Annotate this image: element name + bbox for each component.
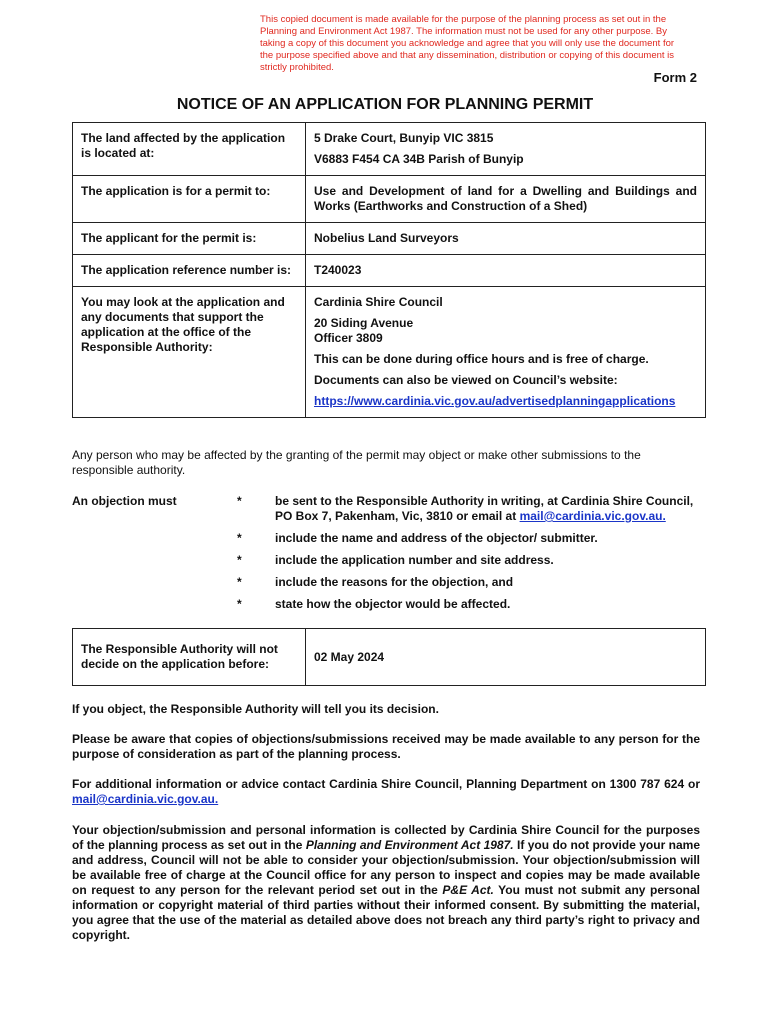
- affected-paragraph: Any person who may be affected by the granting of the permit may object or make other submissions to the responsible authority.: [72, 448, 641, 477]
- decide-date: 02 May 2024: [306, 629, 706, 686]
- council-town: Officer 3809: [314, 331, 383, 345]
- form-label: Form 2: [653, 70, 697, 85]
- reference-label: The application reference number is:: [73, 255, 306, 287]
- land-value: [306, 123, 706, 176]
- website-text: Documents can also be viewed on Council’s website:: [314, 373, 618, 387]
- copyright-disclaimer: This copied document is made available for the purpose of the planning process as set out in the Planning and Environment Act 1987. The information must not be used for any other purpose. By taking a copy of this document you acknowledge and agree that you will only use the document for the purpose specified above and that any dissemination, distribution or copying of this document is strictly prohibited.: [260, 14, 675, 73]
- objection-item-3: include the application number and site address.: [275, 553, 554, 567]
- table-row-permit: [73, 176, 706, 223]
- permit-label: The application is for a permit to:: [73, 176, 306, 223]
- list-item: [72, 575, 706, 590]
- table-row-reference: [73, 255, 706, 287]
- email-link[interactable]: mail@cardinia.vic.gov.au.: [519, 509, 666, 523]
- list-item: [72, 597, 706, 612]
- office-hours-text: This can be done during office hours and is free of charge.: [314, 352, 649, 366]
- council-name: Cardinia Shire Council: [314, 295, 443, 309]
- objection-item-2: include the name and address of the objector/ submitter.: [275, 531, 598, 545]
- table-row-inspect: [73, 287, 706, 418]
- website-link[interactable]: https://www.cardinia.vic.gov.au/advertisedplanningapplications: [314, 394, 676, 408]
- decide-label: The Responsible Authority will not decide on the application before:: [73, 629, 306, 686]
- permit-value: Use and Development of land for a Dwelling and Buildings and Works (Earthworks and Construction of a Shed): [306, 176, 706, 223]
- act-title: Planning and Environment Act 1987.: [305, 838, 514, 852]
- land-address: 5 Drake Court, Bunyip VIC 3815: [314, 131, 494, 145]
- bullet-star: *: [237, 531, 242, 545]
- inspect-label: You may look at the application and any documents that support the application at the office of the Responsible Authority:: [73, 287, 306, 418]
- inspect-value: [306, 287, 706, 418]
- application-details-table: [72, 122, 706, 418]
- privacy-paragraph: Your objection/submission and personal information is collected by Cardinia Shire Council for the purposes of the planning process as set out in the Planning and Environment Act 1987. If you do not provide your name and address, Council will not be able to consider your objection/submission. Your objection/submission will be available free of charge at the Council office for any person to inspect and copies may be made available on request to any person for the relevant period set out in the P&E Act. You must not submit any personal information or copyright material of third parties without their informed consent. By submitting the material, you agree that the use of the material as detailed above does not breach any third party’s right to privacy and copyright.: [72, 823, 701, 942]
- bullet-star: *: [237, 575, 242, 589]
- objection-item-5: state how the objector would be affected.: [275, 597, 511, 611]
- decision-paragraph: If you object, the Responsible Authority will tell you its decision.: [72, 702, 439, 716]
- bullet-star: *: [237, 553, 242, 567]
- contact-paragraph: For additional information or advice contact Cardinia Shire Council, Planning Department on 1300 787 624 or mail@cardinia.vic.gov.au.: [72, 777, 700, 806]
- act-short-title: P&E Act.: [442, 883, 494, 897]
- council-street: 20 Siding Avenue: [314, 316, 414, 330]
- contact-email-link[interactable]: mail@cardinia.vic.gov.au.: [72, 792, 219, 806]
- bullet-star: *: [237, 494, 242, 508]
- reference-value: T240023: [306, 255, 706, 287]
- copies-paragraph: Please be aware that copies of objections/submissions received may be made available to any person for the purpose of consideration as part of the planning process.: [72, 732, 700, 761]
- list-item: [72, 553, 706, 568]
- bullet-star: *: [237, 597, 242, 611]
- applicant-value: Nobelius Land Surveyors: [306, 223, 706, 255]
- objection-item-4: include the reasons for the objection, and: [275, 575, 514, 589]
- objection-item-1: be sent to the Responsible Authority in writing, at Cardinia Shire Council, PO Box 7, Pakenham, Vic, 3810 or email at mail@cardinia.vic.gov.au.: [275, 494, 694, 523]
- decision-date-table: [72, 628, 706, 686]
- applicant-label: The applicant for the permit is:: [73, 223, 306, 255]
- land-parcel: V6883 F454 CA 34B Parish of Bunyip: [314, 152, 524, 166]
- table-row-decide: [73, 629, 706, 686]
- objection-requirements: [72, 494, 706, 619]
- list-item: [72, 531, 706, 546]
- list-item: [72, 494, 706, 524]
- page-title: NOTICE OF AN APPLICATION FOR PLANNING PERMIT: [176, 96, 594, 113]
- objection-lead: An objection must: [72, 494, 177, 508]
- land-label: The land affected by the application is located at:: [73, 123, 306, 176]
- table-row-applicant: [73, 223, 706, 255]
- table-row-land: [73, 123, 706, 176]
